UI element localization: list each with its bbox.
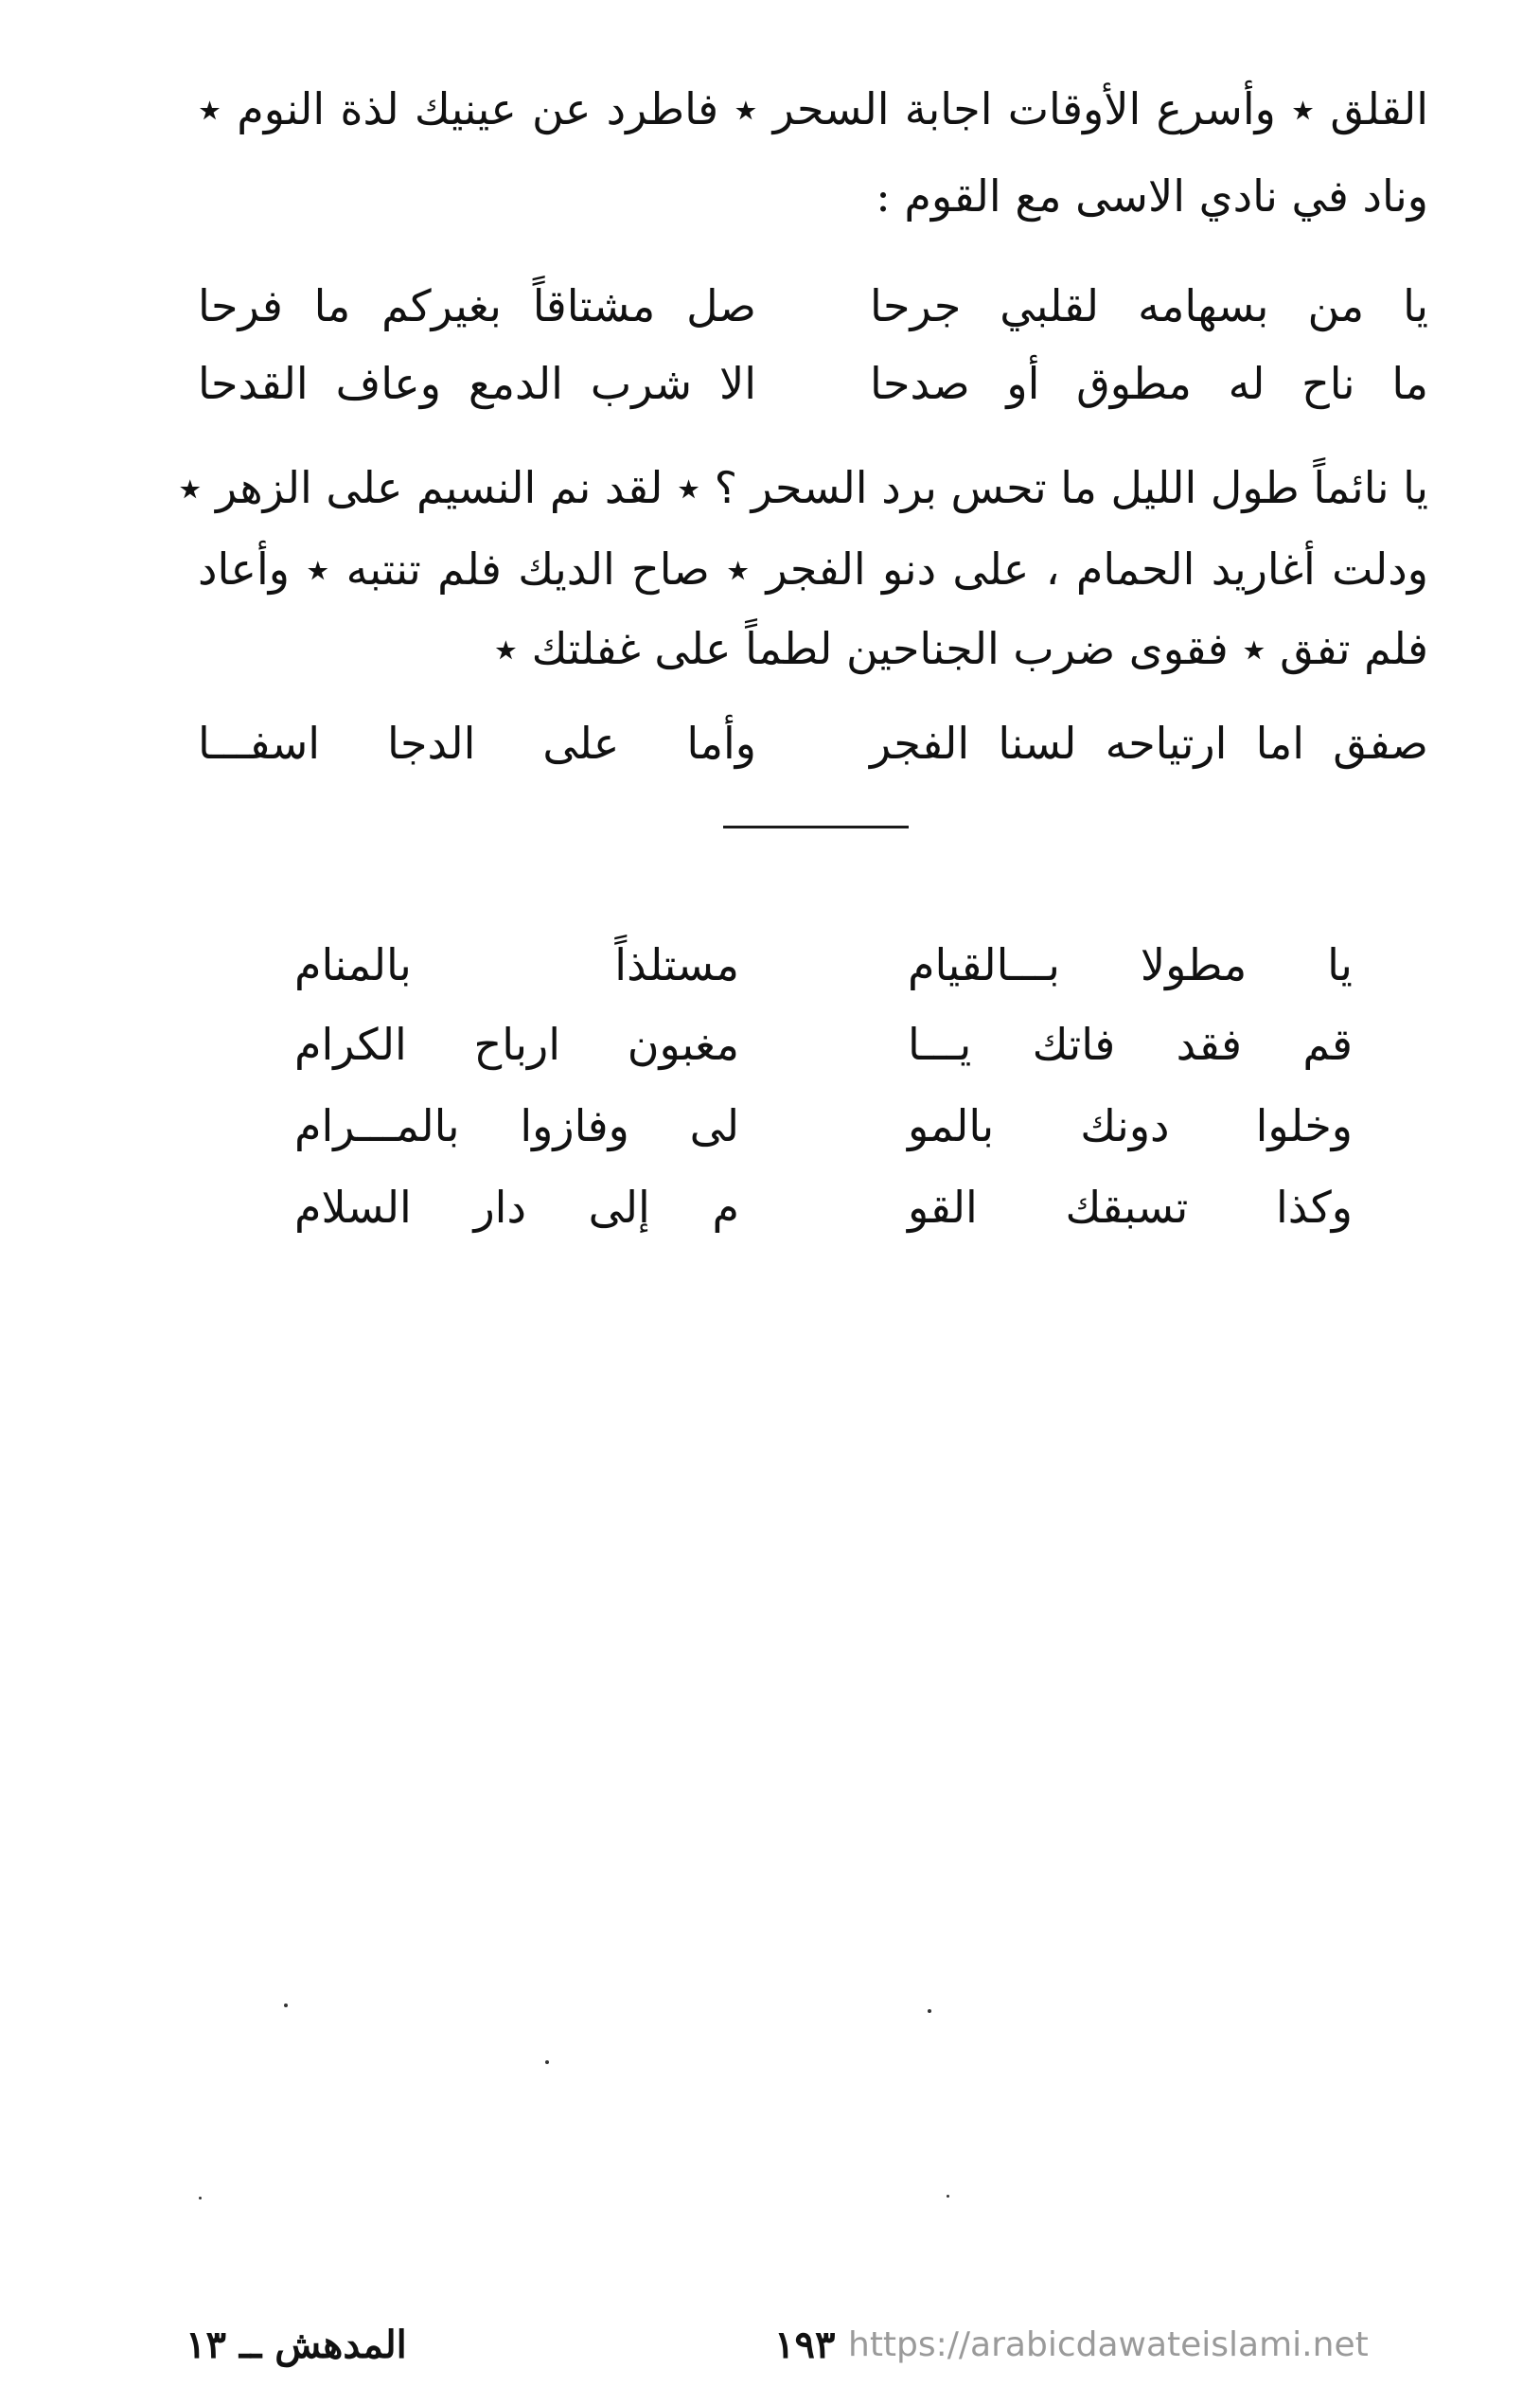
- watermark-url[interactable]: https://arabicdawateislami.net: [848, 2325, 1369, 2364]
- verse-hemistich-second: صل مشتاقاً بغيركم ما فرحا: [198, 280, 756, 331]
- poem-row: [294, 1100, 1353, 1151]
- poem-row: [294, 1019, 1353, 1070]
- prose-line-4: ودلت أغاريد الحمام ، على دنو الفجر ٭ صاح الديك فلم تنتبه ٭ وأعاد: [198, 543, 1428, 595]
- poem-hemistich-first: يا مطولا بـــالقيام: [908, 939, 1353, 990]
- section-divider: [723, 826, 909, 828]
- prose-line-3: يا نائماً طول الليل ما تحس برد السحر ؟ ٭ لقد نم النسيم على الزهر ٭: [178, 462, 1428, 513]
- poem-hemistich-second: مغبون ارباح الكرام: [294, 1019, 739, 1070]
- verse-hemistich-first: ما ناح له مطوق أو صدحا: [870, 358, 1428, 409]
- poem-row: [294, 1182, 1353, 1233]
- scan-speck: [199, 2197, 202, 2199]
- prose-line-2: وناد في نادي الاسى مع القوم :: [876, 170, 1428, 222]
- scan-speck: [928, 2009, 931, 2013]
- book-signature: المدهش ــ ١٣: [186, 2323, 407, 2367]
- poem-hemistich-second: مستلذاً بالمنام: [294, 939, 739, 990]
- verse-row: [198, 358, 1428, 409]
- verse-hemistich-first: يا من بسهامه لقلبي جرحا: [870, 280, 1428, 331]
- verse-hemistich-second: وأما على الدجا اسفـــا: [198, 718, 756, 769]
- poem-hemistich-first: قم فقد فاتك يـــا: [908, 1019, 1353, 1070]
- poem-hemistich-first: وكذا تسبقك القو: [908, 1182, 1353, 1233]
- poem-hemistich-second: م إلى دار السلام: [294, 1182, 739, 1233]
- scan-speck: [947, 2195, 949, 2198]
- verse-row: [198, 718, 1428, 769]
- prose-line-1: القلق ٭ وأسرع الأوقات اجابة السحر ٭ فاطرد عن عينيك لذة النوم ٭: [198, 83, 1428, 134]
- scan-speck: [284, 2003, 288, 2007]
- prose-line-5: فلم تفق ٭ فقوى ضرب الجناحين لطماً على غفلتك ٭: [493, 623, 1428, 674]
- scan-speck: [545, 2060, 549, 2064]
- verse-hemistich-first: صفق اما ارتياحه لسنا الفجر: [870, 718, 1428, 769]
- poem-row: [294, 939, 1353, 990]
- poem-hemistich-first: وخلوا دونك بالمو: [908, 1100, 1353, 1151]
- poem-hemistich-second: لى وفازوا بالمـــرام: [294, 1100, 739, 1151]
- page-number: ١٩٣: [774, 2323, 836, 2367]
- verse-hemistich-second: الا شرب الدمع وعاف القدحا: [198, 358, 756, 409]
- verse-row: [198, 280, 1428, 331]
